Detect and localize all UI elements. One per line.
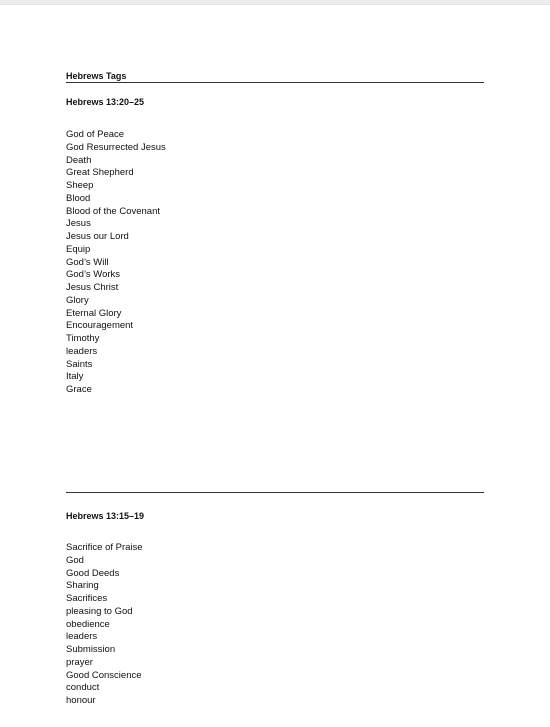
tag-item: Saints <box>66 358 93 370</box>
tag-list <box>66 542 484 708</box>
tag-item: Death <box>66 154 92 166</box>
tag-item: God <box>66 554 84 566</box>
tag-item: God’s Works <box>66 269 121 281</box>
tag-item: Sacrifices <box>66 593 108 604</box>
tag-item: Equip <box>66 243 91 255</box>
tag-item: Italy <box>66 371 84 383</box>
document-page <box>66 70 484 706</box>
tag-item: Eternal Glory <box>66 307 122 319</box>
tag-item: Good Conscience <box>66 669 142 681</box>
viewer-top-bar <box>0 0 550 5</box>
tag-item: honour <box>66 695 96 706</box>
section-heading: Hebrews 13:15–19 <box>66 511 145 521</box>
section-hebrews-13-20-25 <box>66 96 484 397</box>
tag-item: pleasing to God <box>66 605 133 617</box>
tag-item: conduct <box>66 682 100 694</box>
tag-item: leaders <box>66 631 98 643</box>
tag-item: Blood of the Covenant <box>66 205 161 217</box>
document-title: Hebrews Tags <box>66 71 127 81</box>
tag-item: Sheep <box>66 180 94 191</box>
tag-item: God of Peace <box>66 129 125 140</box>
tag-item: Good Deeds <box>66 567 120 579</box>
tag-item: leaders <box>66 345 98 357</box>
tag-item: Timothy <box>66 333 100 344</box>
tag-item: Submission <box>66 644 116 655</box>
tag-item: obedience <box>66 618 110 630</box>
section-hebrews-13-15-19 <box>66 510 484 708</box>
tag-item: Grace <box>66 384 92 395</box>
tag-item: Glory <box>66 294 89 306</box>
section-divider <box>66 492 484 493</box>
tag-item: Jesus our Lord <box>66 231 129 242</box>
tag-item: Blood <box>66 192 91 204</box>
tag-item: Great Shepherd <box>66 167 134 179</box>
tag-item: God’s Will <box>66 256 109 268</box>
section-heading: Hebrews 13:20–25 <box>66 97 145 107</box>
tag-list <box>66 129 484 397</box>
tag-item: Sharing <box>66 580 99 592</box>
tag-item: Jesus Christ <box>66 282 119 293</box>
tag-item: prayer <box>66 656 93 668</box>
title-divider <box>66 82 484 83</box>
tag-item: God Resurrected Jesus <box>66 141 166 153</box>
tag-item: Sacrifice of Praise <box>66 542 143 553</box>
tag-item: Jesus <box>66 218 91 230</box>
tag-item: Encouragement <box>66 320 134 332</box>
